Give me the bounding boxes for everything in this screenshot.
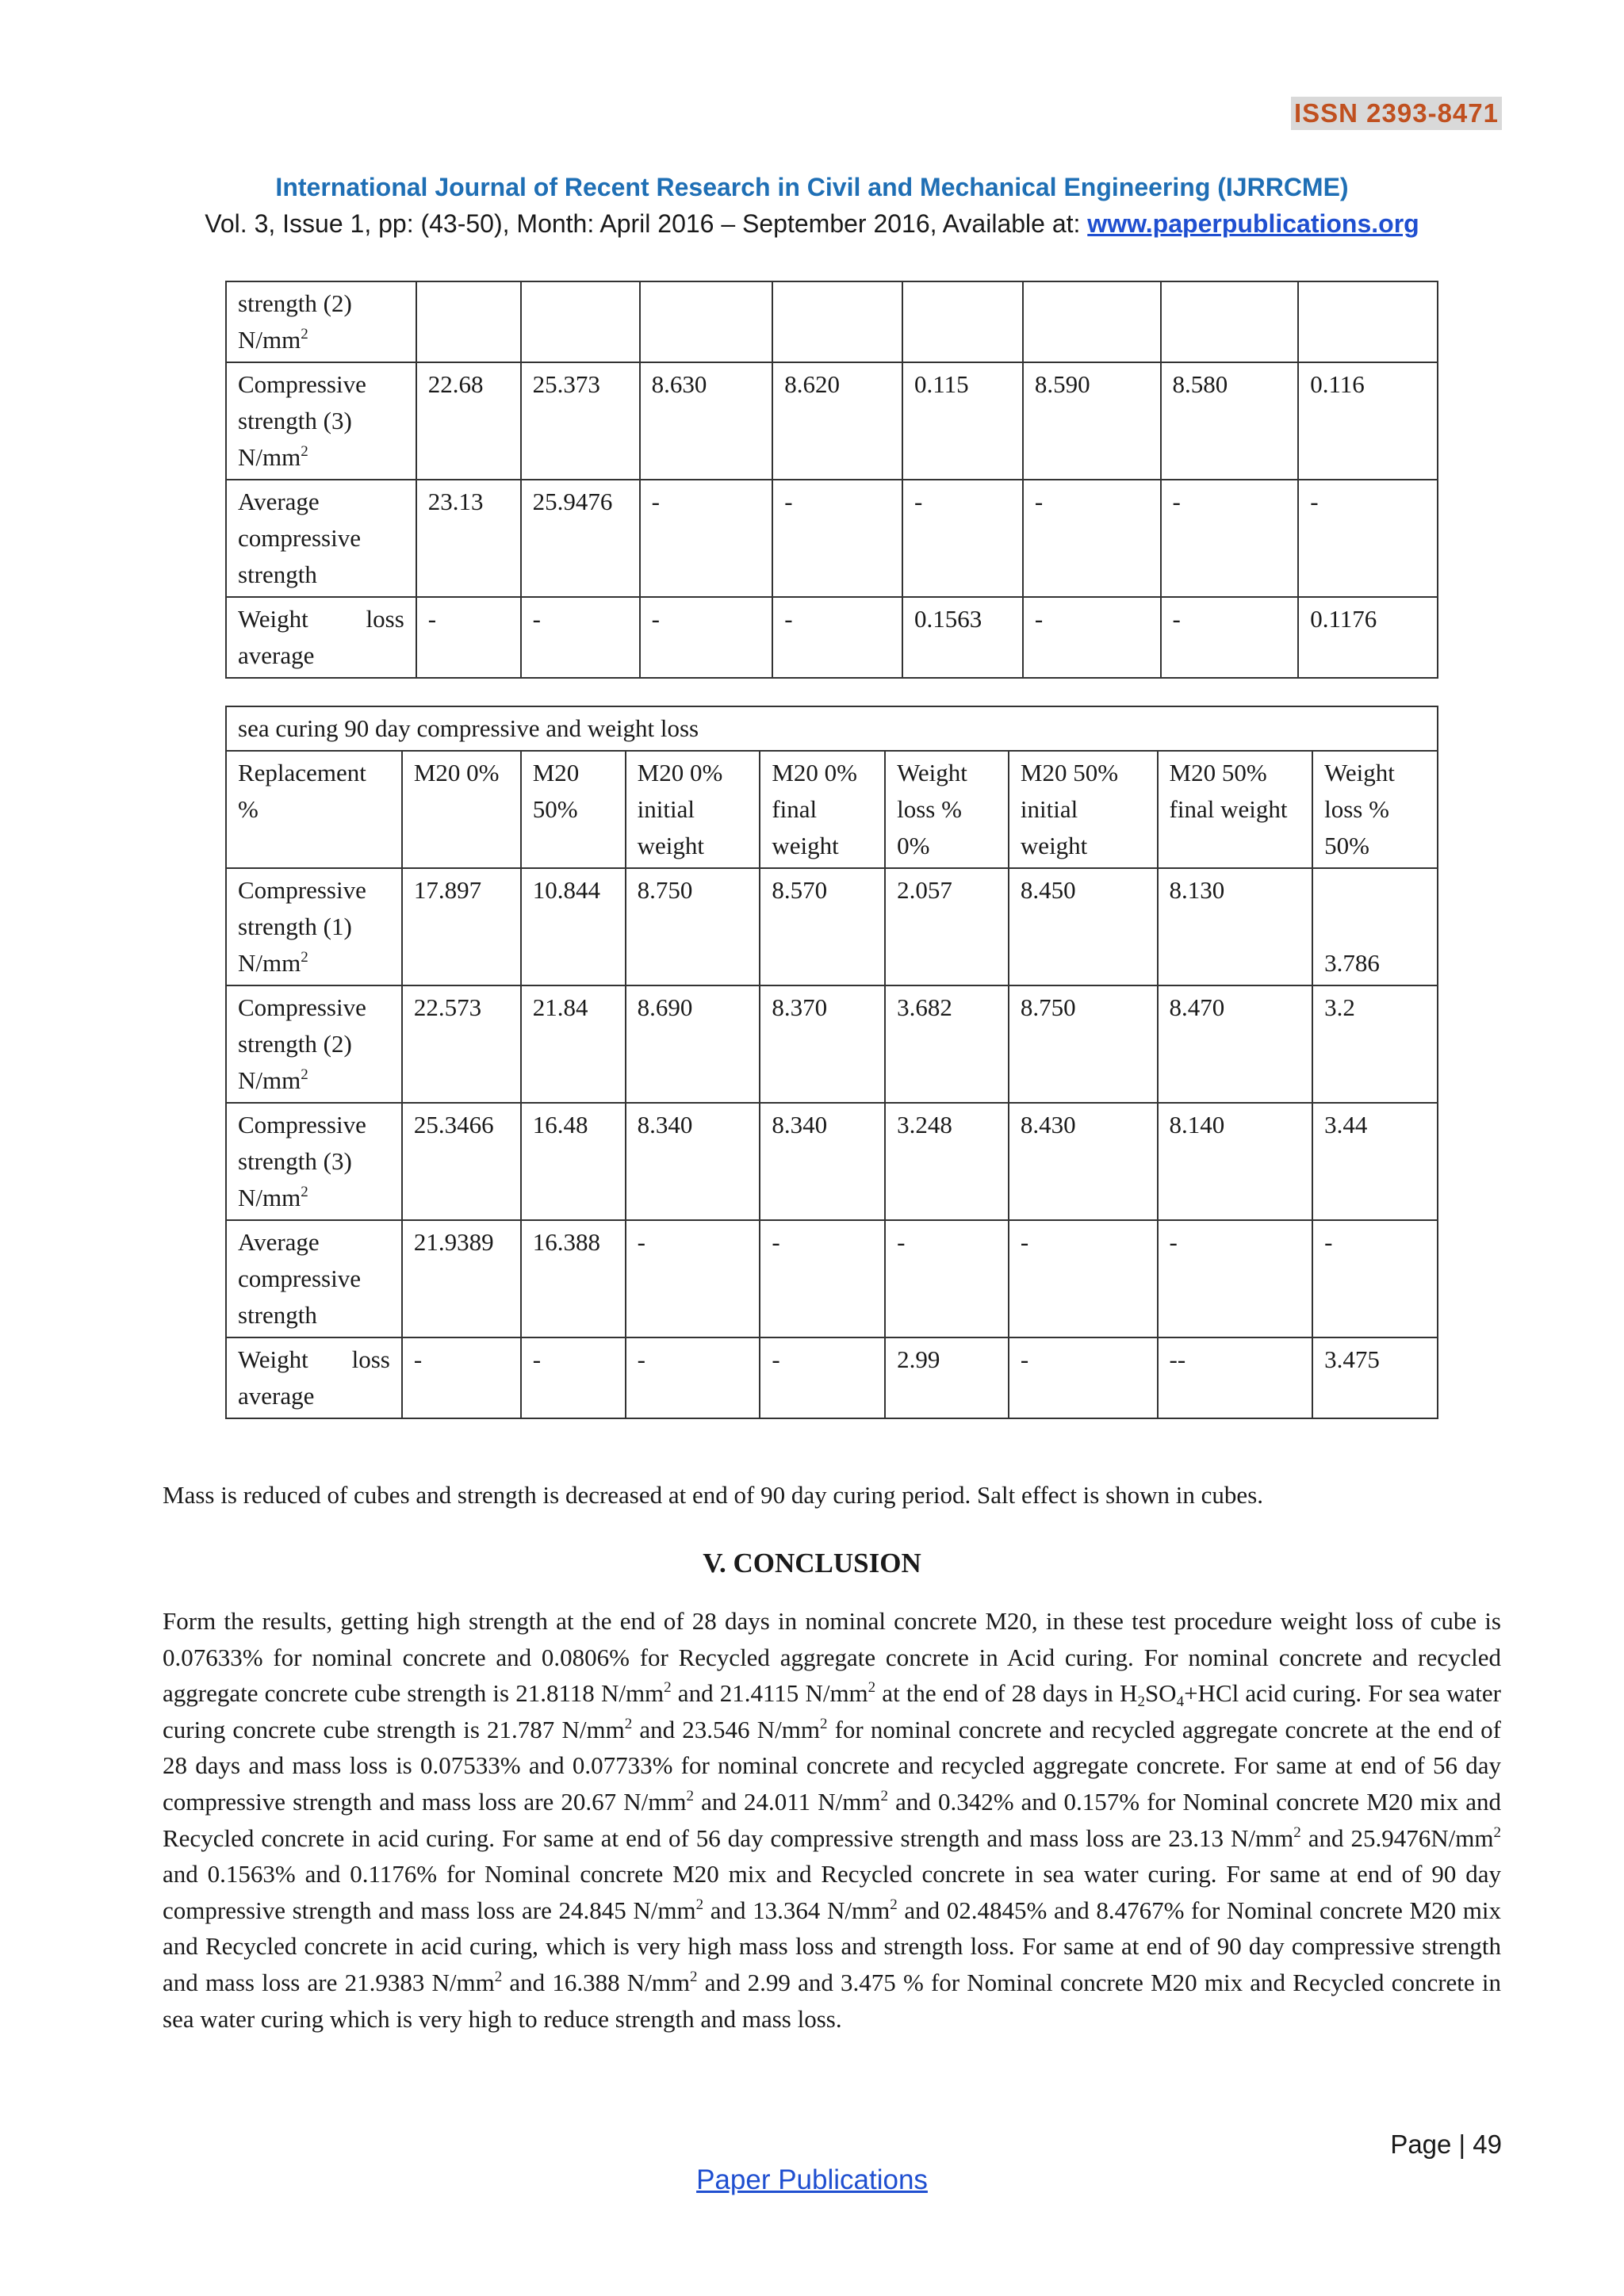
table-cell: 8.130 <box>1158 868 1313 985</box>
row-label: Weight loss average <box>226 1337 402 1418</box>
table-cell: 3.44 <box>1312 1103 1438 1220</box>
table-cell: 8.590 <box>1023 362 1161 480</box>
table-cell <box>1298 281 1438 362</box>
table-row <box>226 868 1438 985</box>
page-number: Page | 49 <box>1390 2130 1502 2159</box>
table-cell: 8.140 <box>1158 1103 1313 1220</box>
table-cell: 10.844 <box>521 868 626 985</box>
table-cell: 17.897 <box>402 868 521 985</box>
row-label: Compressive strength (2) $N/mm^2$ <box>226 985 402 1103</box>
journal-info <box>0 209 1624 239</box>
table-caption-row <box>226 706 1438 751</box>
table-cell: 8.450 <box>1009 868 1158 985</box>
table-row <box>226 597 1438 678</box>
table-cell: 3.2 <box>1312 985 1438 1103</box>
row-label: Average compressive strength <box>226 1220 402 1337</box>
table-cell: 8.750 <box>1009 985 1158 1103</box>
table-cell: 8.620 <box>772 362 902 480</box>
table-cell: - <box>640 480 773 597</box>
table-cell: 3.682 <box>885 985 1009 1103</box>
table-cell <box>1161 281 1299 362</box>
table-row <box>226 1103 1438 1220</box>
table-cell: -- <box>1158 1337 1313 1418</box>
column-header: M20 50% <box>521 751 626 868</box>
table-cell: 0.116 <box>1298 362 1438 480</box>
table-note: Mass is reduced of cubes and strength is decreased at end of 90 day curing period. Salt effect is shown in cubes. <box>163 1481 1264 1509</box>
table-row <box>226 281 1438 362</box>
table-cell <box>640 281 773 362</box>
table-cell: 8.430 <box>1009 1103 1158 1220</box>
table-cell: 22.573 <box>402 985 521 1103</box>
table-cell: 16.388 <box>521 1220 626 1337</box>
table-cell: - <box>402 1337 521 1418</box>
table-cell: 25.9476 <box>521 480 640 597</box>
table-row <box>226 1337 1438 1418</box>
table-cell: - <box>1023 480 1161 597</box>
column-header: Weight loss % 0% <box>885 751 1009 868</box>
table-row <box>226 1220 1438 1337</box>
column-header: Replacement % <box>226 751 402 868</box>
table-cell: - <box>1009 1220 1158 1337</box>
table-cell: 21.84 <box>521 985 626 1103</box>
table-cell: - <box>1009 1337 1158 1418</box>
table-cell: - <box>1161 480 1299 597</box>
table-cell <box>416 281 521 362</box>
table-cell: 21.9389 <box>402 1220 521 1337</box>
table-cell: 3.475 <box>1312 1337 1438 1418</box>
table-cell: 23.13 <box>416 480 521 597</box>
table-cell: - <box>1023 597 1161 678</box>
table-cell: - <box>1312 1220 1438 1337</box>
table-header-row <box>226 751 1438 868</box>
table-cell: 8.630 <box>640 362 773 480</box>
conclusion-paragraph: Form the results, getting high strength at the end of 28 days in nominal concrete M20, in these test procedure weight loss of cube is 0.07633% for nominal concrete and 0.0806% for Recycled aggregate concrete in Acid curing. For nominal concrete and recycled aggregate concrete cube strength is 21.8118 $N/mm^2$ and 21.4115 $N/mm^2$ at the end of 28 days in $H_2SO_4+HCl$ acid curing. For sea water curing concrete cube strength is 21.787 $N/mm^2$ and 23.546 $N/mm^2$ for nominal concrete and recycled aggregate concrete at the end of 28 days and mass loss is 0.07533% and 0.07733% for nominal concrete and recycled aggregate concrete. For same at end of 56 day compressive strength and mass loss are 20.67 $N/mm^2$ and 24.011 $N/mm^2$ and 0.342% and 0.157% for Nominal concrete M20 mix and Recycled concrete in acid curing. For same at end of 56 day compressive strength and mass loss are 23.13 $N/mm^2$ and $25.9476N/mm^2$ and 0.1563% and 0.1176% for Nominal concrete M20 mix and Recycled concrete in sea water curing. For same at end of 90 day compressive strength and mass loss are 24.845 $N/mm^2$ and 13.364 $N/mm^2$ and 02.4845% and 8.4767% for Nominal concrete M20 mix and Recycled concrete in acid curing, which is very high mass loss and strength loss. For same at end of 90 day compressive strength and mass loss are 21.9383 $N/mm^2$ and 16.388 $N/mm^2$ and 2.99 and 3.475 % for Nominal concrete M20 mix and Recycled concrete in sea water curing which is very high to reduce strength and mass loss. <box>163 1607 1501 2033</box>
table-cell: 8.690 <box>626 985 760 1103</box>
row-label: Weight loss average <box>226 597 416 678</box>
table-cell: 8.340 <box>760 1103 885 1220</box>
table-cell: - <box>760 1220 885 1337</box>
column-header: M20 50% initial weight <box>1009 751 1158 868</box>
row-label: Compressive strength (1) $N/mm^2$ <box>226 868 402 985</box>
table-cell: - <box>760 1337 885 1418</box>
table-cell: 8.580 <box>1161 362 1299 480</box>
table-cell: 2.057 <box>885 868 1009 985</box>
table-cell <box>772 281 902 362</box>
table-cell: - <box>626 1220 760 1337</box>
table-cell: 8.470 <box>1158 985 1313 1103</box>
column-header: Weight loss % 50% <box>1312 751 1438 868</box>
table-cell: - <box>772 480 902 597</box>
table-cell: 8.750 <box>626 868 760 985</box>
table-cell: 16.48 <box>521 1103 626 1220</box>
table-cell: - <box>521 597 640 678</box>
table-cell: 8.370 <box>760 985 885 1103</box>
row-label: Average compressive strength <box>226 480 416 597</box>
issn-label: ISSN 2393-8471 <box>1291 97 1502 130</box>
table-cell: 2.99 <box>885 1337 1009 1418</box>
table-cell: - <box>772 597 902 678</box>
table-cell <box>1023 281 1161 362</box>
table-row <box>226 985 1438 1103</box>
table-cell: - <box>626 1337 760 1418</box>
table-cell: - <box>1161 597 1299 678</box>
table-cell: - <box>1158 1220 1313 1337</box>
table-cell: - <box>640 597 773 678</box>
sea-curing-90-day-table <box>225 706 1438 1419</box>
column-header: M20 50% final weight <box>1158 751 1313 868</box>
table-cell: - <box>1298 480 1438 597</box>
table-row <box>226 362 1438 480</box>
table-cell: 22.68 <box>416 362 521 480</box>
acid-table-continued <box>225 281 1438 679</box>
table-cell: - <box>416 597 521 678</box>
column-header: M20 0% initial weight <box>626 751 760 868</box>
table-cell: 3.248 <box>885 1103 1009 1220</box>
column-header: M20 0% final weight <box>760 751 885 868</box>
table-cell: 0.1176 <box>1298 597 1438 678</box>
journal-volume-info: Vol. 3, Issue 1, pp: (43-50), Month: April 2016 – September 2016, Available at: <box>205 209 1088 238</box>
publisher-link[interactable]: Paper Publications <box>696 2164 928 2195</box>
section-heading: V. CONCLUSION <box>703 1548 921 1578</box>
table-cell: 8.570 <box>760 868 885 985</box>
table-cell: 25.3466 <box>402 1103 521 1220</box>
row-label: strength (2) $N/mm^2$ <box>226 281 416 362</box>
journal-url-link[interactable]: www.paperpublications.org <box>1087 209 1419 238</box>
table-caption: sea curing 90 day compressive and weight loss <box>226 706 1438 751</box>
table-cell: 0.115 <box>902 362 1023 480</box>
row-label: Compressive strength (3) $N/mm^2$ <box>226 1103 402 1220</box>
table-row <box>226 480 1438 597</box>
table-cell: 25.373 <box>521 362 640 480</box>
table-cell: 3.786 <box>1312 868 1438 985</box>
table-cell: - <box>902 480 1023 597</box>
table-cell: 8.340 <box>626 1103 760 1220</box>
journal-title: International Journal of Recent Research in Civil and Mechanical Engineering (IJRRCME) <box>275 173 1349 201</box>
table-cell <box>521 281 640 362</box>
table-cell <box>902 281 1023 362</box>
row-label: Compressive strength (3) $N/mm^2$ <box>226 362 416 480</box>
table-cell: - <box>521 1337 626 1418</box>
table-cell: - <box>885 1220 1009 1337</box>
column-header: M20 0% <box>402 751 521 868</box>
table-cell: 0.1563 <box>902 597 1023 678</box>
